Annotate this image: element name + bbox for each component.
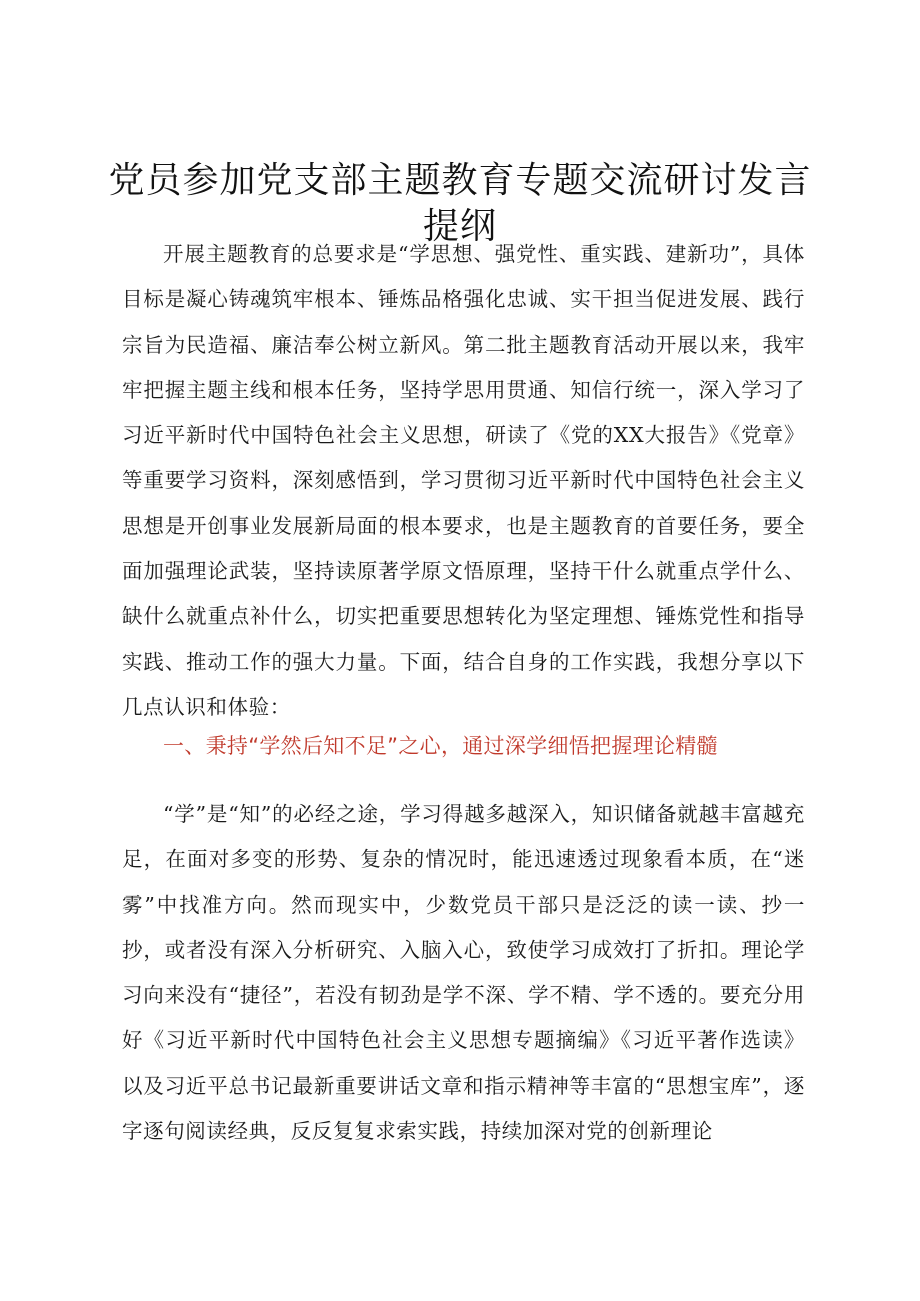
document-title: 党员参加党支部主题教育专题交流研讨发言提纲 xyxy=(108,160,812,247)
body-paragraph-intro: 开展主题教育的总要求是“学思想、强党性、重实践、建新功”，具体目标是凝心铸魂筑牢根本、锤炼品格强化忠诚、实干担当促进发展、践行宗旨为民造福、廉洁奉公树立新风。第二批主题教育活动开展以来，我牢牢把握主题主线和根本任务，坚持学思用贯通、知信行统一，深入学习了习近平新时代中国特色社会主义思想，研读了《党的XX大报告》《党章》等重要学习资料，深刻感悟到，学习贯彻习近平新时代中国特色社会主义思想是开创事业发展新局面的根本要求，也是主题教育的首要任务，要全面加强理论武装，坚持读原著学原文悟原理，坚持干什么就重点学什么、缺什么就重点补什么，切实把重要思想转化为坚定理想、锤炼党性和指导实践、推动工作的强大力量。下面，结合自身的工作实践，我想分享以下几点认识和体验： xyxy=(122,242,805,719)
body-paragraph-section-1: “学”是“知”的必经之途，学习得越多越深入，知识储备就越丰富越充足，在面对多变的形势、复杂的情况时，能迅速透过现象看本质，在“迷雾”中找准方向。然而现实中，少数党员干部只是泛泛的读一读、抄一抄，或者没有深入分析研究、入脑入心，致使学习成效打了折扣。理论学习向来没有“捷径”，若没有韧劲是学不深、学不精、学不透的。要充分用好《习近平新时代中国特色社会主义思想专题摘编》《习近平著作选读》以及习近平总书记最新重要讲话文章和指示精神等丰富的“思想宝库”，逐字逐句阅读经典，反反复复求索实践，持续加深对党的创新理论 xyxy=(122,802,805,1144)
section-heading-1: 一、秉持“学然后知不足”之心，通过深学细悟把握理论精髓 xyxy=(163,734,718,758)
